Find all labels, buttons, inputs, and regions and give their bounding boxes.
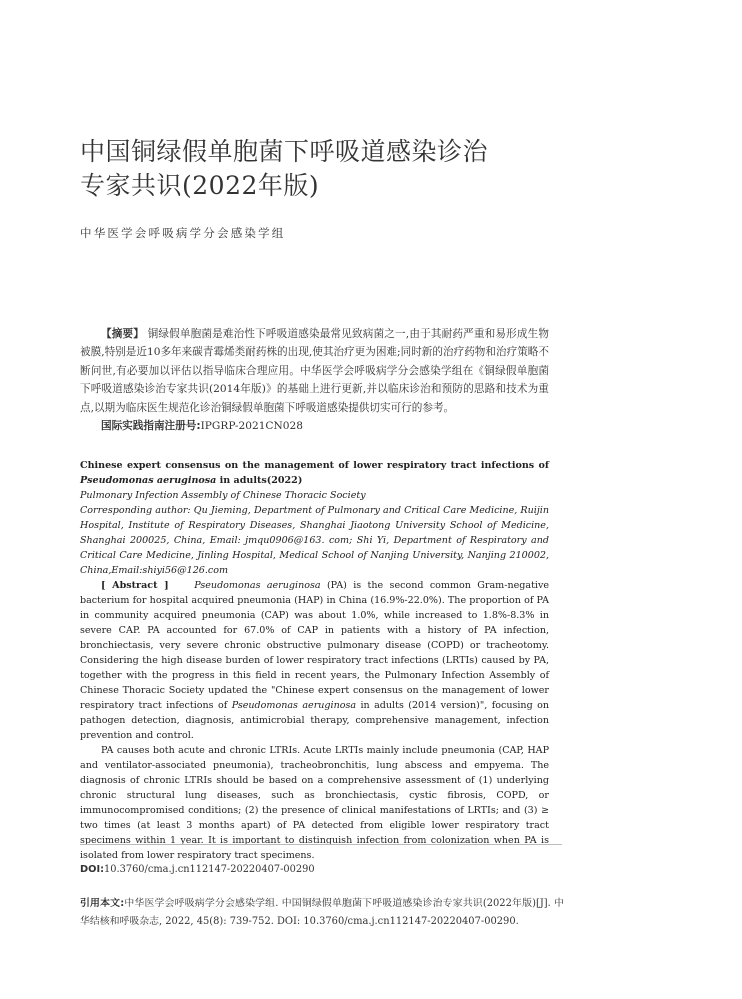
doi-value[interactable]: 10.3760/cma.j.cn112147-20220407-00290: [104, 864, 315, 875]
doi-line: [80, 864, 315, 875]
english-title-part-1: Chinese expert consensus on the management of lower respiratory tract infections of: [80, 460, 549, 471]
english-abstract-p1: [80, 578, 549, 743]
corresponding-author-text: Corresponding author: Qu Jieming, Department of Pulmonary and Critical Care Medicine, Ruijin Hospital, Institute of Respiratory Diseases, Shanghai Jiaotong University School of Medicine, Shanghai 200025, China, Email: jmqu0906@163. com; Shi Yi, Department of Respiratory and Critical Care Medicine, Jinling Hospital, Medical School of Nanjing University, Nanjing 210002, China,Email:shiyi56@126.com: [80, 505, 549, 576]
citation: [80, 895, 564, 931]
registration-number: [80, 417, 549, 435]
abstract-text-a: (PA) is the second common Gram-negative bacterium for hospital acquired pneumonia (HAP) in China (16.9%-22.0%). The proportion of PA in community acquired pneumonia (CAP) was about 1.0%, while increased to 1.8%-8.3% in severe CAP. PA accounted for 67.0% of CAP in patients with a history of PA infection, bronchiectasis, very severe chronic obstructive pulmonary disease (COPD) or tracheotomy. Considering the high disease burden of lower respiratory tract infections (LRTIs) caused by PA, together with the progress in this field in recent years, the Pulmonary Infection Assembly of Chinese Thoracic Society updated the "Chinese expert consensus on the management of lower respiratory tract infections of: [80, 580, 549, 711]
english-abstract-label: [ Abstract ]: [101, 580, 169, 591]
abstract-text-b: in adults (2014 version)", focusing on pathogen detection, diagnosis, antimicrobial therapy, comprehensive management, infection prevention and control.: [80, 700, 549, 741]
chinese-abstract-label: 【摘要】: [101, 328, 145, 340]
citation-text: 中华医学会呼吸病学分会感染学组. 中国铜绿假单胞菌下呼吸道感染诊治专家共识(2022年版)[J]. 中华结核和呼吸杂志, 2022, 45(8): 739-752. DOI: 10.3760/cma.j.cn112147-20220407-00290.: [80, 898, 564, 927]
species-name: Pseudomonas aeruginosa: [231, 700, 357, 711]
species-name: Pseudomonas aeruginosa: [194, 580, 321, 591]
chinese-abstract-text: 铜绿假单胞菌是难治性下呼吸道感染最常见致病菌之一,由于其耐药严重和易形成生物被膜,特别是近10多年来碳青霉烯类耐药株的出现,使其治疗更为困难;同时新的治疗药物和治疗策略不断问世,有必要加以评估以指导临床合理应用。中华医学会呼吸病学分会感染学组在《铜绿假单胞菌下呼吸道感染诊治专家共识(2014年版)》的基础上进行更新,并以临床诊治和预防的思路和技术为重点,以期为临床医生规范化诊治铜绿假单胞菌下呼吸道感染提供切实可行的参考。: [80, 328, 550, 414]
paper-title-line-1: 中国铜绿假单胞菌下呼吸道感染诊治: [80, 137, 489, 166]
citation-label: 引用本文:: [80, 898, 125, 909]
english-title: [80, 458, 549, 488]
assembly-name: Pulmonary Infection Assembly of Chinese Thoracic Society: [80, 490, 366, 501]
section-divider: [80, 844, 562, 845]
doi-label: DOI:: [80, 864, 105, 875]
english-assembly: [80, 488, 549, 503]
corresponding-author: [80, 503, 549, 578]
paper-title: [80, 135, 560, 203]
author-group: 中华医学会呼吸病学分会感染学组: [80, 226, 286, 240]
english-section: [80, 458, 549, 863]
english-title-species: Pseudomonas aeruginosa: [80, 475, 217, 486]
chinese-abstract-body: [80, 325, 549, 417]
paper-title-line-2: 专家共识(2022年版): [80, 171, 320, 200]
english-title-part-2: in adults(2022): [216, 475, 303, 486]
chinese-abstract: [80, 325, 549, 435]
registration-value: IPGRP-2021CN028: [200, 420, 304, 433]
english-abstract-p2: PA causes both acute and chronic LTRIs. Acute LRTIs mainly include pneumonia (CAP, HAP and ventilator-associated pneumonia), tracheobronchitis, lung abscess and empyema. The diagnosis of chronic LTRIs should be based on a comprehensive assessment of (1) underlying chronic structural lung diseases, such as bronchiectasis, cystic fibrosis, COPD, or immunocompromised conditions; (2) the presence of clinical manifestations of LRTIs; and (3) ≥ two times (at least 3 months apart) of PA detected from eligible lower respiratory tract specimens within 1 year. It is important to distinguish infection from colonization when PA is isolated from lower respiratory tract specimens.: [80, 745, 549, 861]
registration-label: 国际实践指南注册号:: [101, 420, 201, 433]
